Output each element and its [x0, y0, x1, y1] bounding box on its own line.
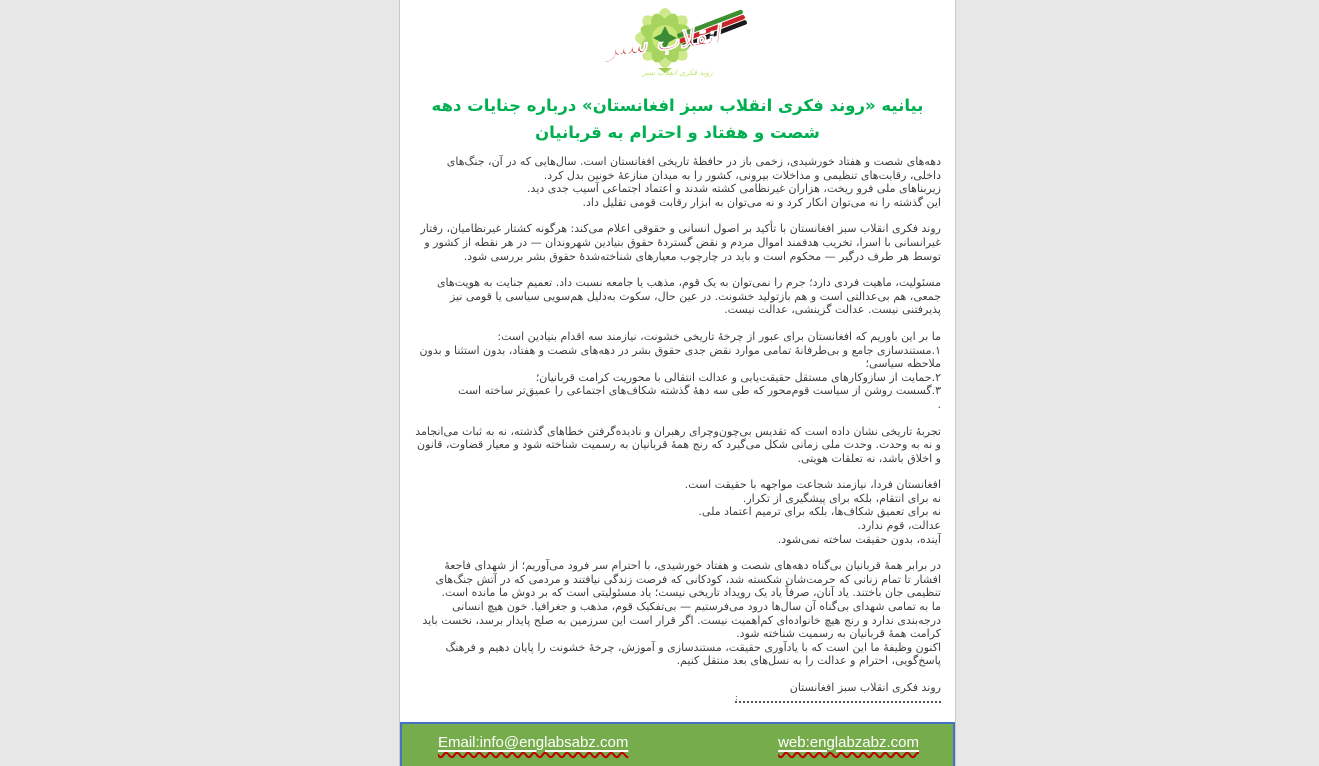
paragraph — [415, 425, 941, 466]
paragraph-line: عدالت، قوم ندارد. — [857, 519, 941, 533]
paragraph — [415, 222, 941, 263]
paragraph — [415, 478, 941, 546]
paragraph-line: ما به تمامی شهدای بی‌گناه آن سال‌ها درود می‌فرستیم — بی‌تفکیک قوم، مذهب و جغرافیا. خون هیچ انسانی درجه‌بندی ندارد و رنج هیچ خانواده‌ای کم‌اهمیت نیست. اگر قرار است این سرزمین به صلح پایدار برسد، نخست باید کرامت همهٔ قربانیان به رسمیت شناخته شود. — [422, 600, 941, 641]
paragraph-line: . — [937, 397, 941, 411]
paragraph-line: زیربناهای ملی فرو ریخت، هزاران غیرنظامی کشته شدند و اعتماد اجتماعی آسیب جدی دید. — [527, 182, 941, 196]
paragraph-line: در برابر همهٔ قربانیان بی‌گناه دهه‌های شصت و هفتاد خورشیدی، با احترام سر فرود می‌آوریم؛ از شهدای فاجعهٔ افشار تا تمام زنانی که حرمت‌شان شکسته شد، کودکانی که فرصت زندگی نیافتند و مردمی که در آتش جنگ‌های تنظیمی جان باختند. یاد آنان، صرفاً یاد یک رویداد تاریخی نیست؛ یاد مسئولیتی است که بر دوش ما مانده است. — [435, 559, 941, 600]
paragraph-line: ۱.مستندسازی جامع و بی‌طرفانهٔ تمامی موارد نقض جدی حقوق بشر در دهه‌های شصت و هفتاد، بدون استثنا و بدون ملاحظه سیاسی؛ — [419, 343, 941, 371]
green-revolution-logo-icon — [603, 2, 753, 74]
footer-web-link[interactable] — [778, 734, 919, 751]
signature-dotted-rule: : — [735, 695, 941, 703]
paragraph-line: ۳.گسست روشن از سیاست قوم‌محور که طی سه دههٔ گذشته شکاف‌های اجتماعی را عمیق‌تر ساخته است — [458, 384, 941, 398]
footer-bar — [400, 722, 955, 766]
paragraph-line: افغانستان فردا، نیازمند شجاعت مواجهه با حقیقت است. — [684, 478, 941, 492]
paragraph — [415, 559, 941, 668]
page-title-line2: شصت و هفتاد و احترام به قربانیان — [535, 123, 820, 142]
page-title-line1: بیانیه «روند فکری انقلاب سبز افغانستان» درباره جنایات دهه — [431, 96, 924, 115]
paragraph-line: مسئولیت، ماهیت فردی دارد؛ جرم را نمی‌توان به یک قوم، مذهب یا جامعه نسبت داد. تعمیم جنایت به هویت‌های جمعی، هم بی‌عدالتی است و هم بازتولید خشونت. در عین حال، سکوت به‌دلیل هم‌سویی سیاسی یا قومی نیز پذیرفتنی نیست. عدالت گزینشی، عدالت نیست. — [436, 276, 941, 317]
body-blocks — [415, 155, 941, 668]
logo-calligraphy: انقلاب سبز — [602, 20, 722, 63]
page-title — [406, 92, 949, 146]
paragraph — [415, 276, 941, 317]
paragraph-line: تجربهٔ تاریخی نشان داده است که تقدیس بی‌چون‌وچرای رهبران و نادیده‌گرفتن خطاهای گذشته، نه به ثبات می‌انجامد و نه به وحدت. وحدت ملی زمانی شکل می‌گیرد که رنج همهٔ قربانیان به رسمیت شناخته شود و معیار قضاوت، قانون و اخلاق باشد، نه تعلقات هویتی. — [415, 424, 941, 465]
paragraph-line: اکنون وظیفهٔ ما این است که با یادآوری حقیقت، مستندسازی و آموزش، چرخهٔ خشونت را پایان دهیم و فرهنگ پاسخ‌گویی، احترام و عدالت را به نسل‌های بعد منتقل کنیم. — [445, 640, 941, 668]
footer-email-text: Email:info@englabsabz.com — [438, 733, 629, 751]
document-body — [400, 146, 955, 703]
document-page — [399, 0, 956, 766]
paragraph-line: دهه‌های شصت و هفتاد خورشیدی، زخمی باز در حافظهٔ تاریخی افغانستان است. سال‌هایی که در آن، جنگ‌های داخلی، رقابت‌های تنظیمی و مداخلات بیرونی، کشور را به میدان منازعهٔ خونین بدل کرد. — [446, 155, 941, 182]
paragraph-line: روند فکری انقلاب سبز افغانستان با تأکید بر اصول انسانی و حقوقی اعلام می‌کند: هرگونه کشتار غیرنظامیان، رفتار غیرانسانی با اسرا، تخریب هدفمند اموال مردم و نقض گستردهٔ حقوق بنیادین شهروندان — در هر نقطه از کشور و توسط هر طرف درگیر — محکوم است و باید در چارچوب معیارهای شناخته‌شدهٔ حقوق بشر بررسی شود. — [420, 222, 941, 263]
paragraph — [415, 155, 941, 209]
footer-web-text: web:englabzabz.com — [778, 733, 919, 751]
signature-line: روند فکری انقلاب سبز افغانستان — [789, 681, 941, 694]
paragraph-line: نه برای انتقام، بلکه برای پیشگیری از تکرار. — [742, 491, 941, 505]
paragraph-line: این گذشته را نه می‌توان انکار کرد و نه می‌توان به ابزار رقابت قومی تقلیل داد. — [582, 195, 941, 209]
paragraph — [415, 330, 941, 412]
paragraph-line: ۲.حمایت از سازوکارهای مستقل حقیقت‌یابی و عدالت انتقالی با محوریت کرامت قربانیان؛ — [535, 370, 941, 384]
paragraph-line: نه برای تعمیق شکاف‌ها، بلکه برای ترمیم اعتماد ملی. — [698, 505, 941, 519]
footer-email-link[interactable] — [438, 734, 628, 751]
paragraph-line: ما بر این باوریم که افغانستان برای عبور از چرخهٔ تاریخی خشونت، نیازمند سه اقدام بنیادین است: — [497, 329, 941, 343]
logo-caption: روند فکری انقلاب سبز — [642, 68, 713, 77]
logo-area — [400, 0, 955, 90]
paragraph-line: آینده، بدون حقیقت ساخته نمی‌شود. — [777, 532, 941, 546]
